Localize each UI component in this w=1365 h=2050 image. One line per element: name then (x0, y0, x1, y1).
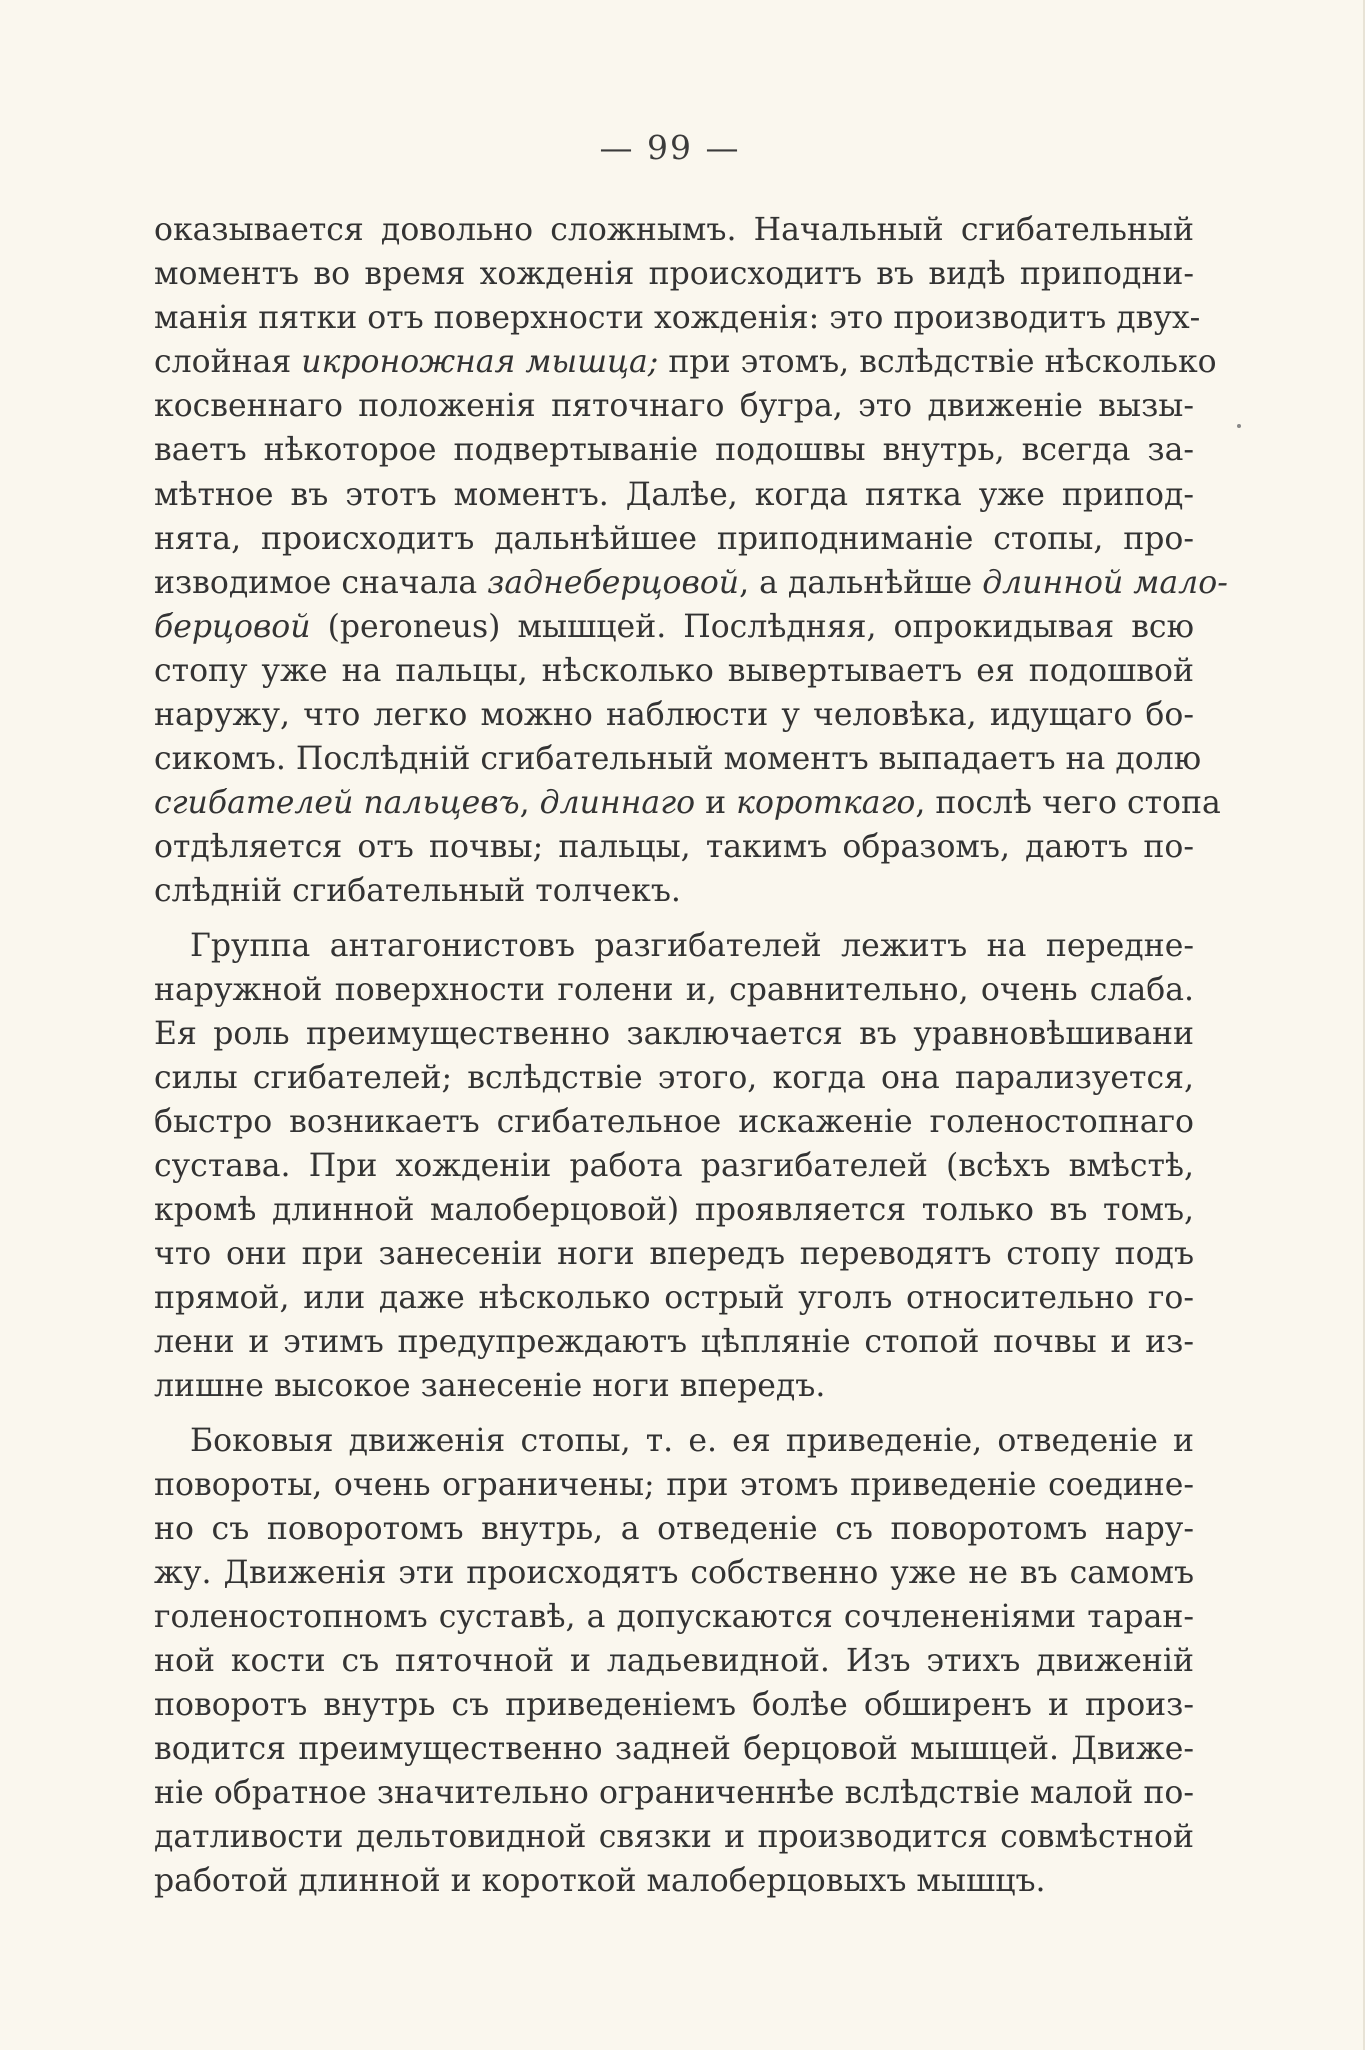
text-line (154, 561, 1228, 605)
text-line: силы сгибателей; вслѣдствіе этого, когда она парализуется, (154, 1059, 1194, 1096)
text-line: ніе обратное значительно ограниченнѣе вслѣдствіе малой по- (154, 1775, 1194, 1812)
text-line: повороты, очень ограничены; при этомъ приведеніе соедине- (154, 1466, 1194, 1503)
text-span: , послѣ чего стопа (915, 785, 1221, 822)
text-line: ваетъ нѣкоторое подвертываніе подошвы внутрь, всегда за- (154, 432, 1194, 469)
text-span: , а дальнѣйше (739, 564, 983, 601)
text-line: жу. Движенія эти происходятъ собственно уже не въ самомъ (154, 1554, 1194, 1591)
text-line: оказывается довольно сложнымъ. Начальный сгибательный (154, 212, 1194, 248)
text-line: лени и этимъ предупреждаютъ цѣпляніе стопой почвы и из- (154, 1324, 1194, 1361)
text-line: быстро возникаетъ сгибательное искаженіе голеностопнаго (154, 1103, 1194, 1140)
paragraph-3 (154, 1419, 1194, 1904)
paragraph-gap (154, 914, 1194, 924)
text-line: лишне высокое занесеніе ноги впередъ. (154, 1368, 826, 1405)
text-line: Боковыя движенія стопы, т. е. ея приведеніе, отведеніе и (190, 1422, 1194, 1459)
text-line: кромѣ длинной малоберцовой) проявляется только въ томъ, (154, 1192, 1194, 1229)
paragraph-1 (154, 208, 1228, 914)
italic-term-peroneus-longus: длинной мало- (982, 564, 1228, 601)
text-line (154, 605, 1194, 649)
text-line: датливости дельтовидной связки и производится совмѣстной (154, 1819, 1194, 1856)
text-line: Ея роль преимущественно заключается въ уравновѣшивани (154, 1015, 1194, 1052)
text-line: ной кости съ пяточной и ладьевидной. Изъ этихъ движеній (154, 1643, 1194, 1679)
text-span: изводимое сначала (154, 564, 488, 601)
text-span: (peroneus) мышцей. Послѣдняя, опрокидывая всю (310, 608, 1194, 645)
text-line: наружной поверхности голени и, сравнительно, очень слаба. (154, 971, 1194, 1008)
italic-term-peroneus-longus-cont: берцовой (154, 608, 311, 645)
italic-term-toe-flexors: сгибателей пальцевъ (154, 785, 520, 822)
text-span: и (695, 785, 737, 822)
text-span: при этомъ, вслѣдствіе нѣсколько (658, 344, 1217, 381)
text-line: прямой, или даже нѣсколько острый уголъ относительно го- (154, 1280, 1194, 1317)
text-line: моментъ во время хожденія происходитъ въ видѣ приподни- (154, 256, 1194, 293)
text-line: сикомъ. Послѣдній сгибательный моментъ выпадаетъ на долю (154, 741, 1202, 778)
italic-term-long: длиннаго (539, 785, 696, 822)
text-line: наружу, что легко можно наблюсти у человѣка, идущаго бо- (154, 697, 1194, 734)
text-line: голеностопномъ суставѣ, а допускаются сочлененіями таран- (154, 1598, 1194, 1635)
text-line: манія пятки отъ поверхности хожденія: это производитъ двух- (154, 300, 1201, 337)
text-line: водится преимущественно задней берцовой мышцей. Движе- (154, 1731, 1194, 1768)
page-number: — 99 — (599, 128, 741, 167)
italic-term-gastrocnemius: икроножная мышца; (301, 344, 659, 381)
text-line (154, 340, 1217, 384)
text-line: что они при занесеніи ноги впередъ переводятъ стопу подъ (154, 1236, 1194, 1273)
text-span: слойная (154, 344, 302, 381)
paragraph-gap (154, 1409, 1194, 1419)
paragraph-2 (154, 924, 1194, 1409)
italic-term-short: короткаго (736, 785, 916, 822)
text-line: работой длинной и короткой малоберцовыхъ мышцъ. (154, 1863, 1046, 1900)
text-line: но съ поворотомъ внутрь, а отведеніе съ поворотомъ нару- (154, 1510, 1194, 1547)
text-line: стопу уже на пальцы, нѣсколько вывертываетъ ея подошвой (154, 652, 1194, 689)
text-line (154, 781, 1221, 825)
text-line: нята, происходитъ дальнѣйшее приподниманіе стопы, про- (154, 520, 1194, 557)
text-line: Группа антагонистовъ разгибателей лежитъ на передне- (190, 927, 1194, 964)
italic-term-tibialis-posterior: заднеберцовой (487, 564, 740, 601)
text-line: поворотъ внутрь съ приведеніемъ болѣе обширенъ и произ- (154, 1687, 1194, 1724)
ink-speck (1237, 424, 1241, 428)
text-line: сустава. При хожденіи работа разгибателей (всѣхъ вмѣстѣ, (154, 1147, 1194, 1184)
text-line: отдѣляется отъ почвы; пальцы, такимъ образомъ, даютъ по- (154, 829, 1194, 866)
page-body (154, 208, 1228, 1904)
text-line: косвеннаго положенія пяточнаго бугра, это движеніе вызы- (154, 388, 1194, 425)
text-line: слѣдній сгибательный толчекъ. (154, 873, 681, 910)
text-span: , (519, 785, 540, 822)
text-line: мѣтное въ этотъ моментъ. Далѣе, когда пятка уже припод- (154, 476, 1194, 513)
